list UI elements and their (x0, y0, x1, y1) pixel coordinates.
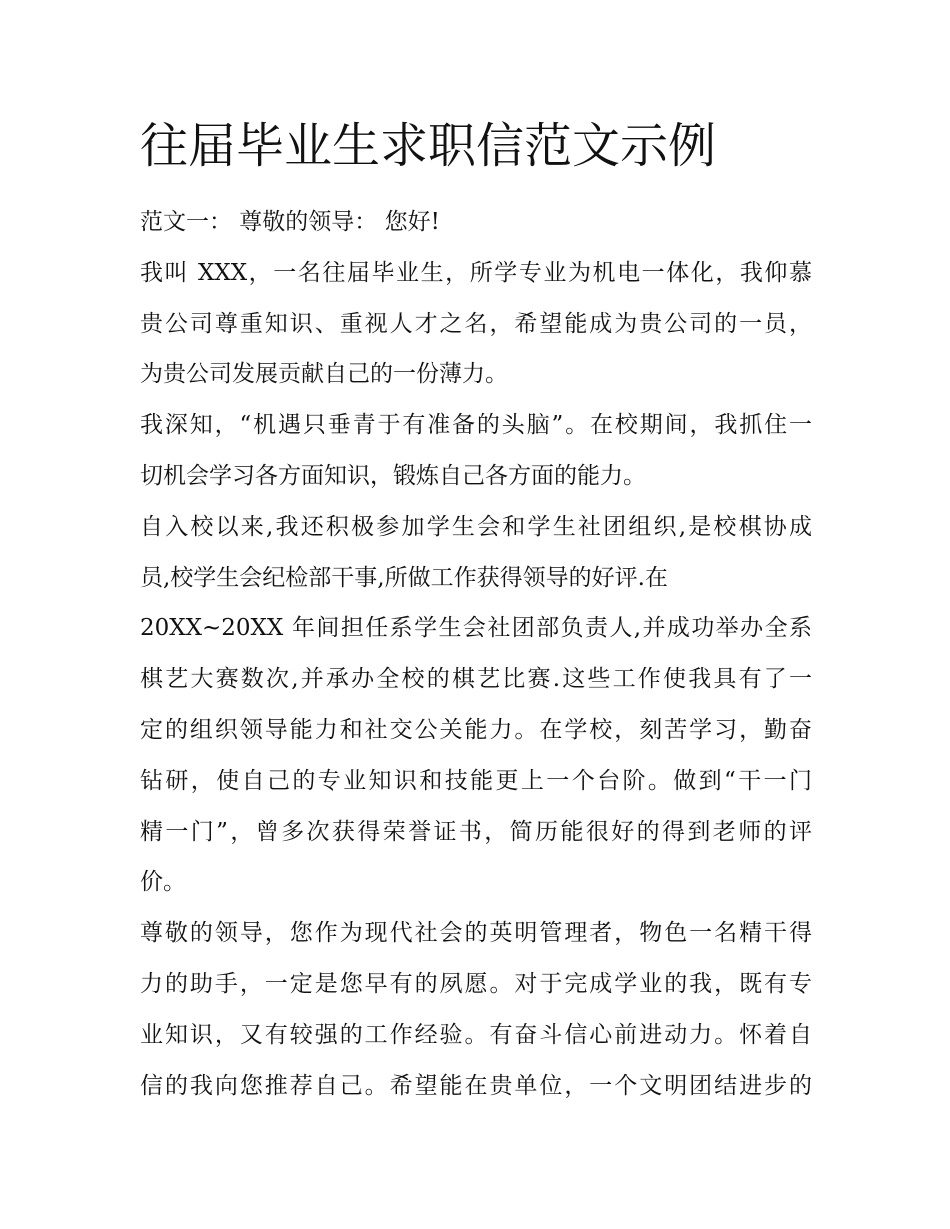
body-line: 力的助手，一定是您早有的夙愿。对于完成学业的我，既有专 (140, 970, 812, 997)
body-line: 价。 (140, 869, 186, 896)
salutation-line: 范文一： 尊敬的领导： 您好! (140, 209, 440, 235)
body-line: 切机会学习各方面知识，锻炼自己各方面的能力。 (140, 462, 646, 489)
body-line: 钻研，使自己的专业知识和技能更上一个台阶。做到“干一门 (140, 767, 812, 794)
body-line: 定的组织领导能力和社交公关能力。在学校，刻苦学习，勤奋 (140, 716, 812, 743)
body-line: 贵公司尊重知识、重视人才之名，希望能成为贵公司的一员， (140, 310, 812, 337)
document-body (140, 204, 812, 1118)
body-line: 为贵公司发展贡献自己的一份薄力。 (140, 361, 508, 388)
document-title: 往届毕业生求职信范文示例 (140, 118, 717, 174)
body-line: 自入校以来,我还积极参加学生会和学生社团组织,是校棋协成 (140, 513, 812, 540)
body-line: 我叫 XXX，一名往届毕业生，所学专业为机电一体化，我仰慕 (140, 259, 812, 286)
body-line: 信的我向您推荐自己。希望能在贵单位，一个文明团结进步的 (140, 1072, 812, 1099)
body-line: 尊敬的领导，您作为现代社会的英明管理者，物色一名精干得 (140, 920, 812, 947)
body-line: 员,校学生会纪检部干事,所做工作获得领导的好评.在 (140, 564, 668, 591)
body-line: 20XX~20XX 年间担任系学生会社团部负责人,并成功举办全系 (140, 615, 812, 642)
body-line: 业知识，又有较强的工作经验。有奋斗信心前进动力。怀着自 (140, 1021, 812, 1048)
body-line: 我深知，“机遇只垂青于有准备的头脑”。在校期间，我抓住一 (140, 412, 812, 439)
body-line: 棋艺大赛数次,并承办全校的棋艺比赛.这些工作使我具有了一 (140, 666, 812, 693)
body-line: 精一门”，曾多次获得荣誉证书，简历能很好的得到老师的评 (140, 818, 812, 845)
